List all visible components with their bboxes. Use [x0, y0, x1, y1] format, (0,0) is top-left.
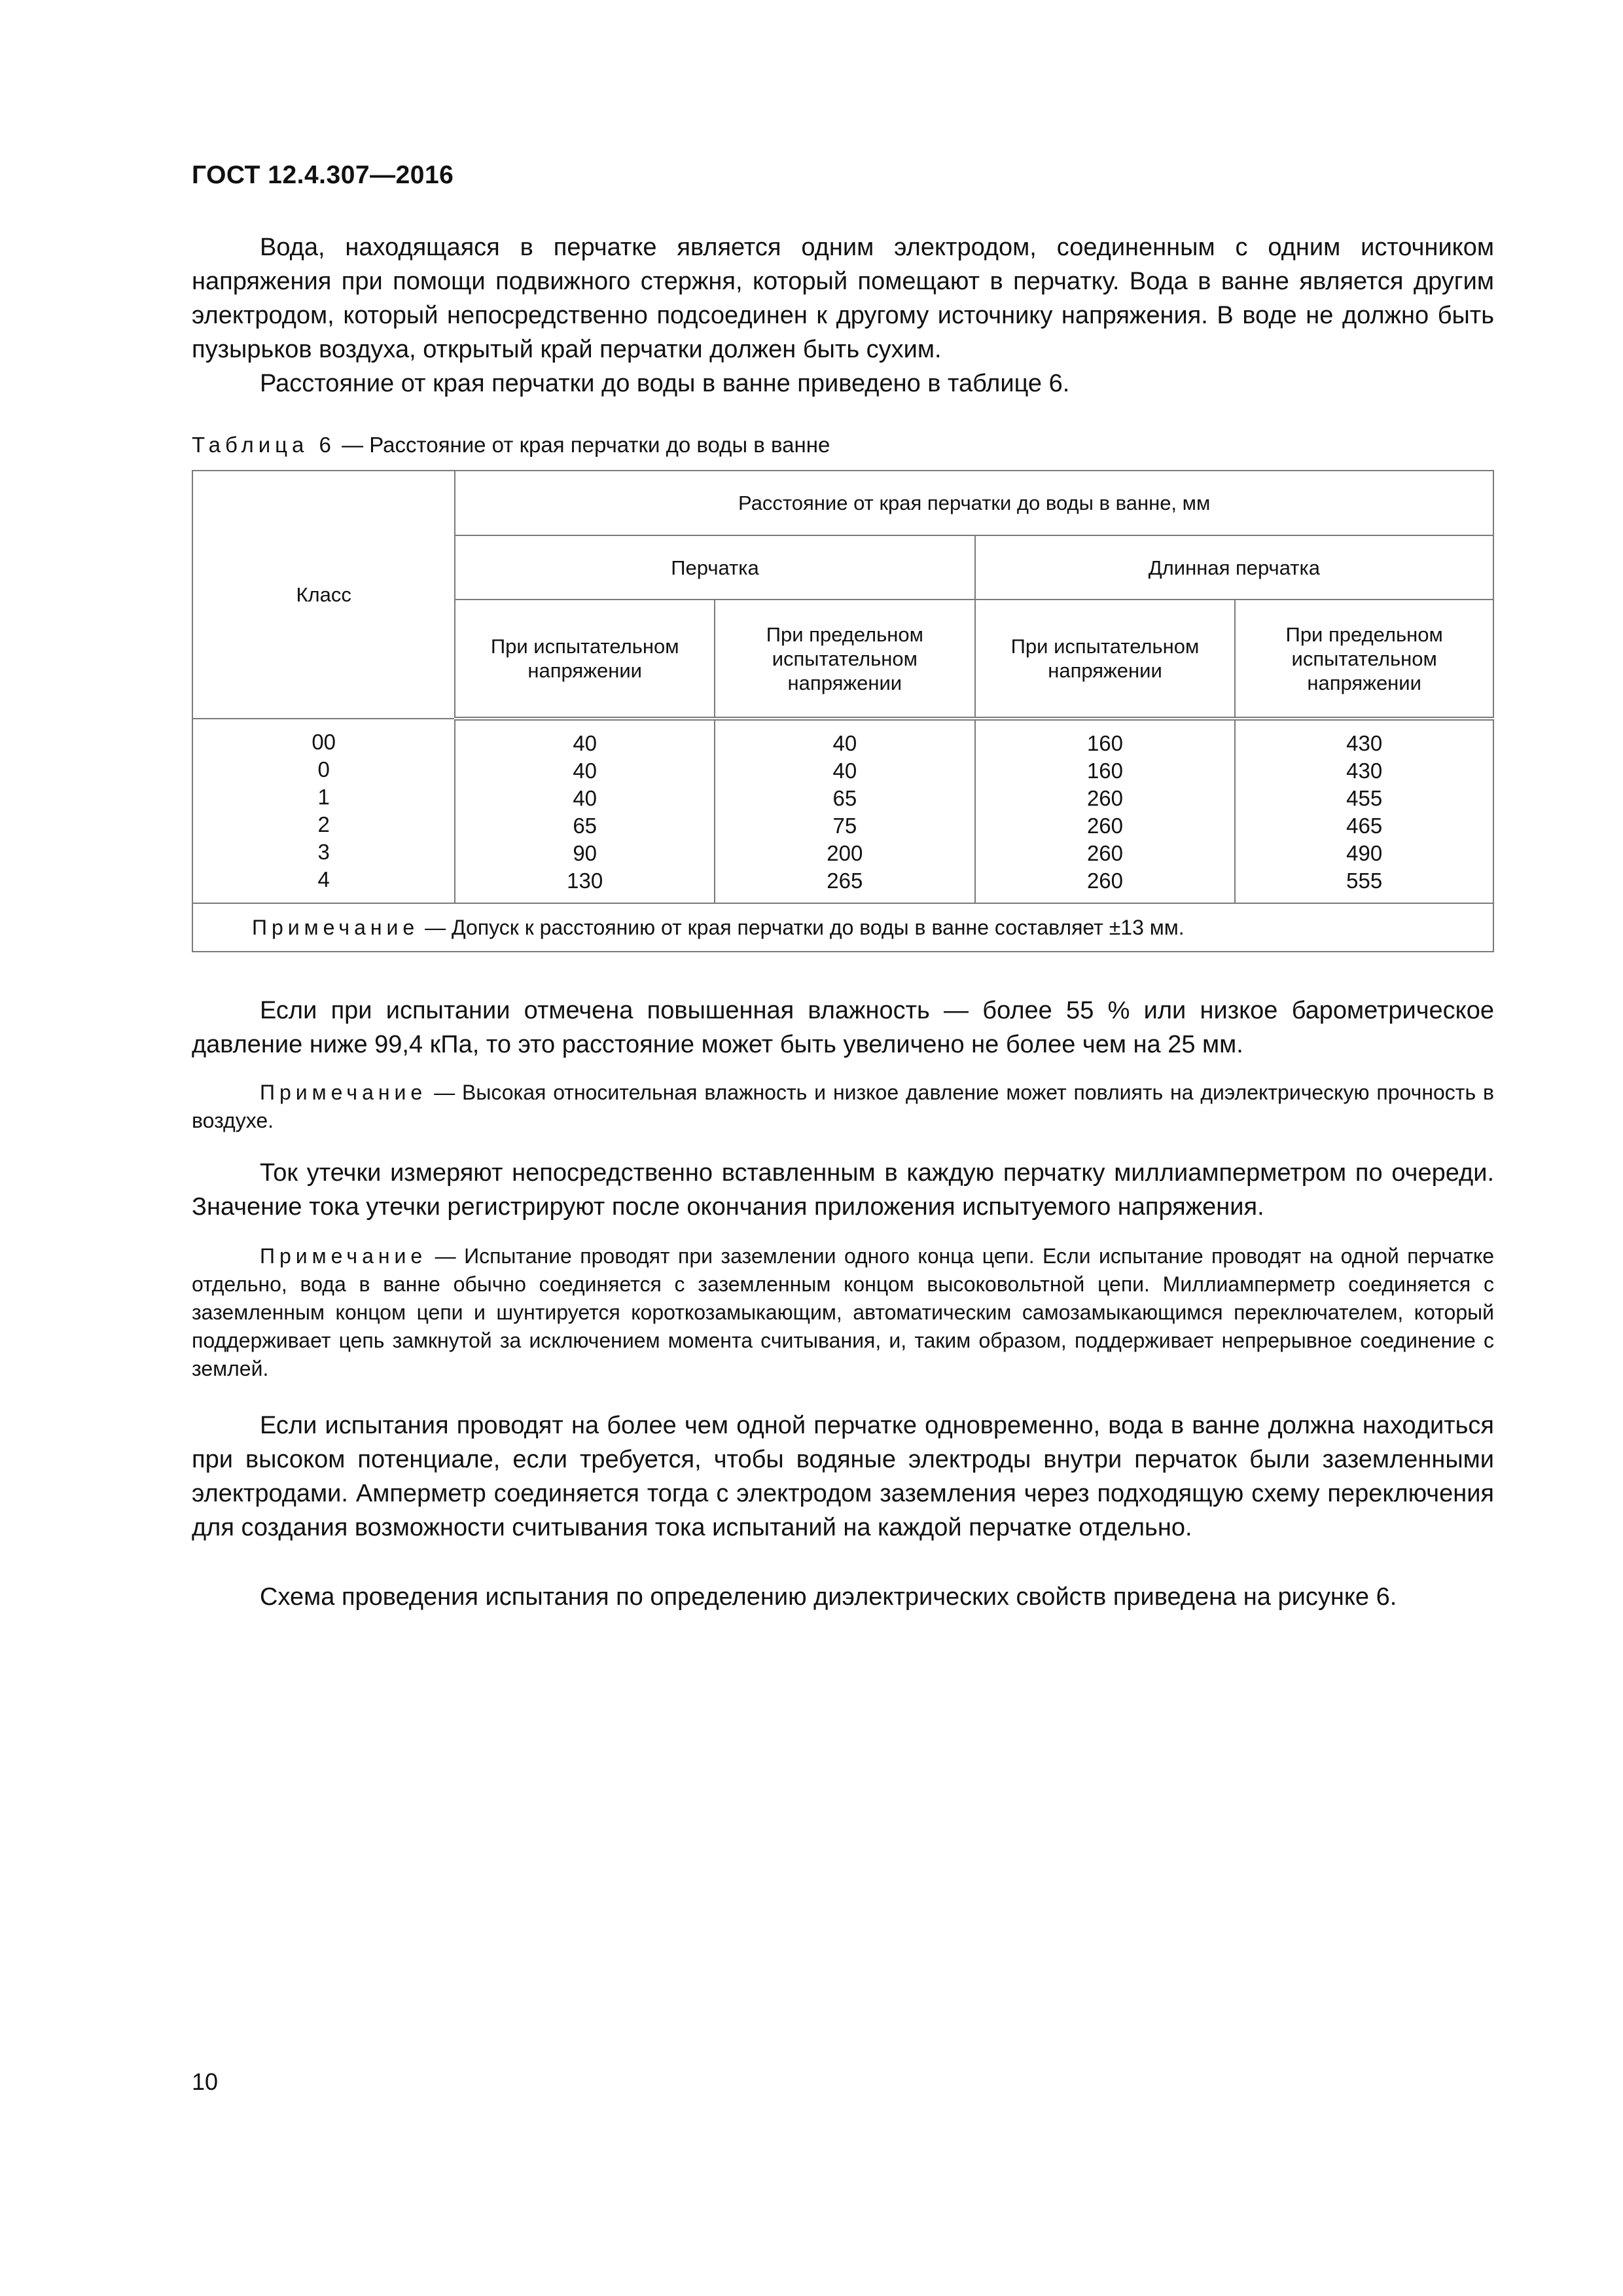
table-cell: 75 — [832, 814, 857, 838]
table-cell: 260 — [1086, 786, 1124, 810]
note-humidity-text: — Высокая относительная влажность и низкое давление может повлиять на диэлектрическую прочность в воздухе. — [192, 1081, 1494, 1132]
table-caption-text: — Расстояние от края перчатки до воды в ванне — [335, 433, 830, 457]
header-glove-limit-voltage: При предельном испытательном напряжении — [715, 600, 975, 719]
header-long-glove-test-voltage: При испытательном напряжении — [975, 600, 1236, 719]
table-cell: 465 — [1346, 814, 1383, 838]
table-cell: 265 — [827, 869, 863, 893]
humidity-paragraph: Если при испытании отмечена повышенная влажность — более 55 % или низкое барометрическое давление ниже 99,4 кПа, то это расстояние может быть увеличено не более чем на 25 мм. — [192, 997, 1494, 1058]
table-cell: 430 — [1346, 731, 1383, 755]
table-cell: 555 — [1346, 869, 1383, 893]
table-cell: 65 — [573, 814, 597, 838]
distance-table — [192, 470, 1494, 952]
header-distance: Расстояние от края перчатки до воды в ванне, мм — [455, 471, 1493, 535]
table-cell: 160 — [1086, 759, 1124, 783]
table-cell: 490 — [1346, 841, 1383, 865]
table-cell: 260 — [1086, 841, 1124, 865]
header-glove-test-voltage: При испытательном напряжении — [455, 600, 715, 719]
note-humidity-label: Примечание — [260, 1081, 427, 1104]
table-cell: 1 — [317, 785, 330, 809]
table-note-text: — Допуск к расстоянию от края перчатки до воды в ванне составляет ±13 мм. — [419, 915, 1185, 939]
column-glove-limit-values — [715, 719, 975, 903]
table-note-label: Примечание — [252, 915, 419, 939]
header-class: Класс — [192, 471, 455, 719]
table-cell: 260 — [1086, 814, 1124, 838]
table-cell: 90 — [573, 841, 597, 865]
table-cell: 3 — [317, 840, 330, 864]
leakage-current-paragraph: Ток утечки измеряют непосредственно вставленным в каждую перчатку миллиамперметром по очереди. Значение тока утечки регистрируют после окончания приложения испытуемого напряжения. — [192, 1159, 1494, 1221]
column-class-values — [192, 719, 455, 903]
table-note — [192, 903, 1493, 952]
table-cell: 40 — [573, 786, 597, 810]
note-grounding — [192, 1242, 1494, 1383]
table-cell: 65 — [832, 786, 857, 810]
table-caption-label: Таблица 6 — [192, 433, 336, 457]
table-cell: 200 — [827, 841, 863, 865]
header-glove: Перчатка — [455, 535, 974, 600]
table-cell: 40 — [832, 759, 857, 783]
note-humidity — [192, 1079, 1494, 1135]
note-grounding-label: Примечание — [260, 1244, 427, 1268]
header-long-glove: Длинная перчатка — [975, 535, 1493, 600]
table-cell: 160 — [1086, 731, 1124, 755]
table-cell: 260 — [1086, 869, 1124, 893]
column-glove-test-values — [455, 719, 715, 903]
table-cell: 455 — [1346, 786, 1383, 810]
scheme-reference-paragraph: Схема проведения испытания по определению диэлектрических свойств приведена на рисунке 6. — [260, 1583, 1397, 1611]
multiple-gloves-paragraph: Если испытания проводят на более чем одной перчатке одновременно, вода в ванне должна находиться при высоком потенциале, если требуется, чтобы водяные электроды внутри перчаток были заземленными электродами. Амперметр соединяется тогда с электродом заземления через подходящую схему переключения для создания возможности считывания тока испытаний на каждой перчатке отдельно. — [192, 1412, 1494, 1541]
document-code: ГОСТ 12.4.307—2016 — [192, 161, 454, 189]
table-cell: 40 — [573, 731, 597, 755]
table-cell: 40 — [832, 731, 857, 755]
table-cell: 40 — [573, 759, 597, 783]
note-grounding-text: — Испытание проводят при заземлении одного конца цепи. Если испытание проводят на одной перчатке отдельно, вода в ванне обычно соединяется с заземленным концом высоковольтной цепи. Миллиамперметр соединяется с заземленным концом цепи и шунтируется короткозамыкающим, автоматическим самозамыкающимся переключателем, который поддерживает цепь замкнутой за исключением момента считывания, и, таким образом, поддерживает непрерывное соединение с землей. — [192, 1244, 1494, 1380]
table-cell: 130 — [567, 869, 603, 893]
intro-paragraph-2: Расстояние от края перчатки до воды в ванне приведено в таблице 6. — [260, 370, 1070, 397]
table-cell: 2 — [317, 812, 330, 836]
table-cell: 4 — [317, 867, 330, 891]
table-caption — [192, 432, 830, 458]
header-long-glove-limit-voltage: При предельном испытательном напряжении — [1235, 600, 1493, 719]
table-cell: 00 — [312, 730, 336, 754]
intro-paragraph-1: Вода, находящаяся в перчатке является одним электродом, соединенным с одним источником напряжения при помощи подвижного стержня, который помещают в перчатку. Вода в ванне является другим электродом, который непосредственно подсоединен к другому источнику напряжения. В воде не должно быть пузырьков воздуха, открытый край перчатки должен быть сухим. — [192, 234, 1494, 363]
page-number: 10 — [192, 2068, 219, 2095]
column-long-glove-test-values — [975, 719, 1236, 903]
table-cell: 0 — [317, 757, 330, 781]
table-body-row — [192, 719, 1493, 903]
column-long-glove-limit-values — [1235, 719, 1493, 903]
table-cell: 430 — [1346, 759, 1383, 783]
